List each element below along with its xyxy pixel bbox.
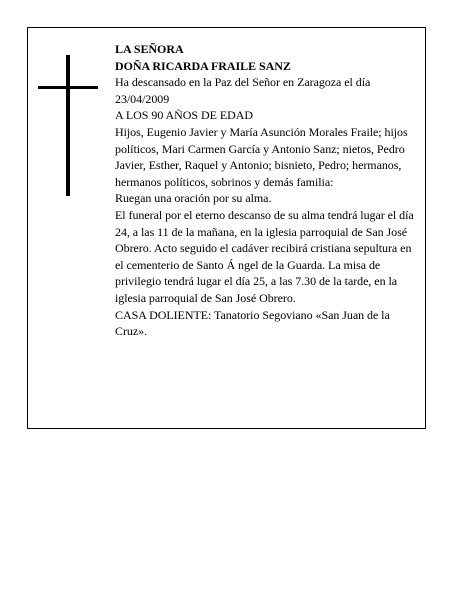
family-list: Hijos, Eugenio Javier y María Asunción Morales Fraile; hijos políticos, Mari Carmen García y Antonio Sanz; nietos, Pedro Javier, Esther, Raquel y Antonio; bisnieto, Pedro; hermanos, hermanos políticos, sobrinos y demás familia: [115, 124, 408, 189]
notice-text [115, 41, 421, 340]
funeral-home: CASA DOLIENTE: Tanatorio Segoviano «San Juan de la Cruz». [115, 307, 390, 339]
obituary-notice [27, 27, 426, 429]
notice-title: LA SEÑORA [115, 42, 184, 56]
deceased-name: DOÑA RICARDA FRAILE SANZ [115, 58, 291, 73]
age-line: A LOS 90 AÑOS DE EDAD [115, 108, 253, 123]
funeral-details: El funeral por el eterno descanso de su alma tendrá lugar el día 24, a las 11 de la mañana, en la iglesia parroquial de San José Obrero. Acto seguido el cadáver recibirá cristiana sepultura en el cementerio de Santo Á ngel de la Guarda. La misa de privilegio tendrá lugar el día 25, a las 7.30 de la tarde, en la iglesia parroquial de San José Obrero. [115, 207, 414, 305]
cross-icon [38, 55, 98, 196]
cross-vertical-bar [66, 55, 70, 196]
death-announcement: Ha descansado en la Paz del Señor en Zaragoza el día 23/04/2009 [115, 75, 371, 106]
prayer-request: Ruegan una oración por su alma. [115, 191, 272, 206]
cross-horizontal-bar [38, 86, 98, 89]
